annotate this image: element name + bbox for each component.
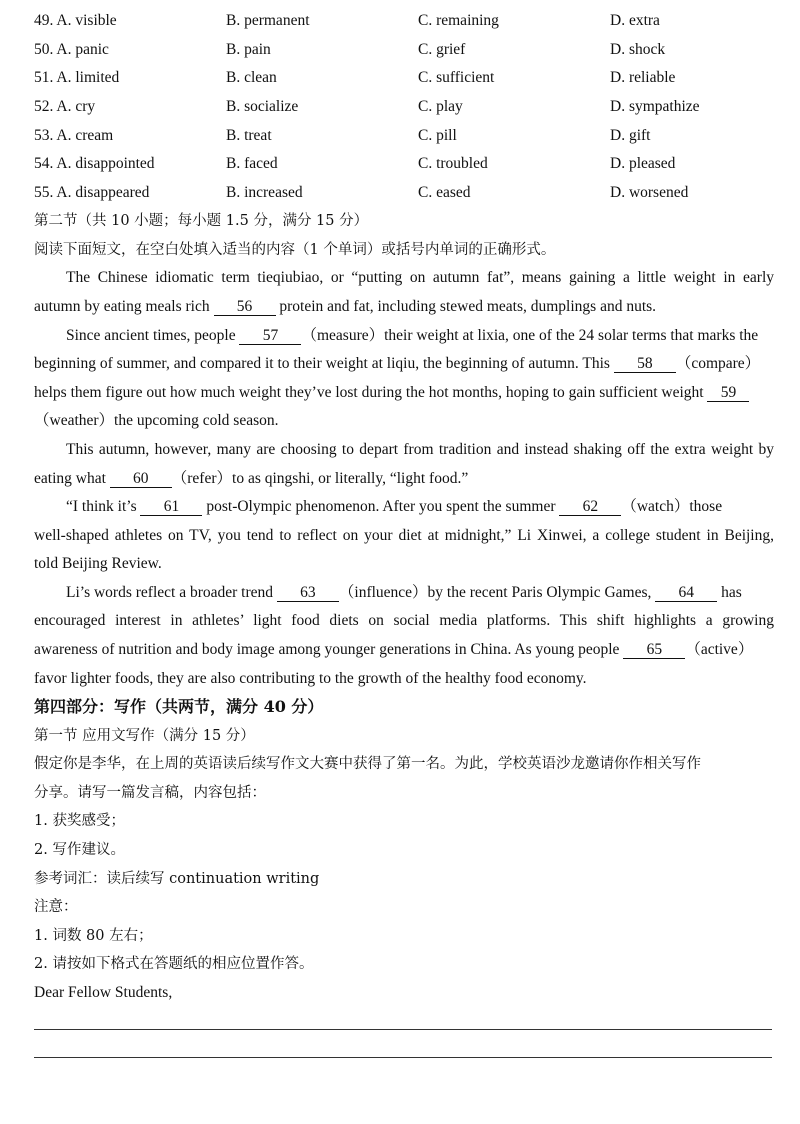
passage-line: The Chinese idiomatic term tieqiubiao, or “putting on autumn fat”, means gaining a little weight in early (66, 269, 774, 286)
option-a: A. disappointed (56, 155, 155, 172)
passage-text: Since ancient times, people (66, 327, 236, 344)
answer-line[interactable] (34, 1029, 772, 1030)
option-c: C. grief (418, 41, 466, 58)
passage-text: Li’s words reflect a broader trend (66, 584, 274, 601)
part4-title: 第四部分：写作（共两节，满分 40 分） (34, 697, 324, 716)
blank-56[interactable]: 56 (214, 299, 276, 316)
content-item-1: 1. 获奖感受； (34, 813, 125, 829)
option-b: B. treat (226, 127, 272, 144)
question-number: 52. (34, 98, 54, 115)
mcq-row-51 (0, 68, 800, 88)
writing-prompt: 假定你是李华，在上周的英语读后续写作文大赛中获得了第一名。为此，学校英语沙龙邀请你作相关写作 (34, 756, 701, 772)
question-number: 49. (34, 12, 54, 29)
question-number: 51. (34, 69, 54, 86)
blank-60[interactable]: 60 (110, 471, 172, 488)
passage-text: eating what (34, 470, 106, 487)
passage-text: （compare） (675, 355, 761, 372)
option-a: A. panic (56, 41, 109, 58)
writing-prompt: 分享。请写一篇发言稿，内容包括： (34, 785, 266, 801)
note-item-1: 1. 词数 80 左右； (34, 928, 153, 944)
option-b: B. increased (226, 184, 303, 201)
blank-65[interactable]: 65 (623, 642, 685, 659)
blank-62[interactable]: 62 (559, 499, 621, 516)
option-a: A. visible (56, 12, 117, 29)
mcq-row-49 (0, 11, 800, 31)
passage-text: （watch）those (621, 498, 723, 515)
mcq-row-53 (0, 126, 800, 146)
option-b: B. socialize (226, 98, 299, 115)
option-d: D. pleased (610, 155, 676, 172)
passage-text: （influence）by the recent Paris Olympic Games, (338, 584, 652, 601)
question-number: 55. (34, 184, 54, 201)
blank-58[interactable]: 58 (614, 356, 676, 373)
blank-57[interactable]: 57 (239, 328, 301, 345)
note-heading: 注意： (34, 899, 78, 915)
passage-text: （measure）their weight at lixia, one of the 24 solar terms that marks the (301, 327, 759, 344)
passage-line (34, 640, 774, 660)
blank-61[interactable]: 61 (140, 499, 202, 516)
option-c: C. troubled (418, 155, 488, 172)
option-d: D. reliable (610, 69, 676, 86)
option-b: B. pain (226, 41, 271, 58)
passage-line: told Beijing Review. (34, 555, 162, 572)
option-b: B. clean (226, 69, 277, 86)
blank-59[interactable]: 59 (707, 385, 749, 402)
option-a: A. cry (56, 98, 96, 115)
passage-text: （active） (685, 641, 754, 658)
passage-line (34, 354, 774, 374)
passage-text: （refer）to as qingshi, or literally, “light food.” (171, 470, 469, 487)
section2-title: 第二节（共 10 小题；每小题 1.5 分，满分 15 分） (34, 213, 369, 229)
option-c: C. remaining (418, 12, 499, 29)
salutation: Dear Fellow Students, (34, 984, 173, 1001)
blank-64[interactable]: 64 (655, 585, 717, 602)
option-a: A. limited (56, 69, 120, 86)
passage-line (34, 383, 774, 403)
option-d: D. shock (610, 41, 666, 58)
option-d: D. worsened (610, 184, 689, 201)
passage-line: This autumn, however, many are choosing to depart from tradition and instead shaking off the extra weight by (66, 441, 774, 458)
mcq-row-50 (0, 40, 800, 60)
option-a: A. cream (56, 127, 114, 144)
passage-text: helps them figure out how much weight they’ve lost during the hot months, hoping to gain sufficient weight (34, 384, 704, 401)
passage-line: favor lighter foods, they are also contributing to the growth of the healthy food economy. (34, 670, 587, 687)
option-d: D. sympathize (610, 98, 700, 115)
passage-line (66, 326, 774, 346)
note-item-2: 2. 请按如下格式在答题纸的相应位置作答。 (34, 956, 314, 972)
passage-text: protein and fat, including stewed meats, dumplings and nuts. (279, 298, 657, 315)
option-b: B. faced (226, 155, 278, 172)
mcq-row-54 (0, 154, 800, 174)
passage-line: encouraged interest in athletes’ light food diets on social media platforms. This shift highlights a growing (34, 612, 774, 629)
passage-text: beginning of summer, and compared it to their weight at liqiu, the beginning of autumn. This (34, 355, 610, 372)
blank-63[interactable]: 63 (277, 585, 339, 602)
passage-text: post-Olympic phenomenon. After you spent the summer (206, 498, 556, 515)
passage-line (34, 469, 774, 489)
passage-line (66, 583, 774, 603)
option-c: C. pill (418, 127, 457, 144)
passage-text: autumn by eating meals rich (34, 298, 210, 315)
mcq-row-52 (0, 97, 800, 117)
passage-line: （weather）the upcoming cold season. (34, 412, 279, 429)
option-a: A. disappeared (56, 184, 150, 201)
mcq-row-55 (0, 183, 800, 203)
option-c: C. sufficient (418, 69, 495, 86)
question-number: 53. (34, 127, 54, 144)
passage-line (34, 297, 774, 317)
content-item-2: 2. 写作建议。 (34, 842, 125, 858)
answer-line[interactable] (34, 1057, 772, 1058)
passage-text: awareness of nutrition and body image among younger generations in China. As young people (34, 641, 620, 658)
question-number: 54. (34, 155, 54, 172)
question-number: 50. (34, 41, 54, 58)
passage-line: well-shaped athletes on TV, you tend to reflect on your diet at midnight,” Li Xinwei, a college student in Beijing, (34, 527, 774, 544)
option-d: D. extra (610, 12, 660, 29)
passage-text: “I think it’s (66, 498, 137, 515)
part4-section1: 第一节 应用文写作（满分 15 分） (34, 728, 255, 744)
reference-vocab: 参考词汇：读后续写 continuation writing (34, 871, 320, 887)
passage-line (66, 497, 774, 517)
option-b: B. permanent (226, 12, 310, 29)
passage-text: has (721, 584, 742, 601)
section2-instruction: 阅读下面短文，在空白处填入适当的内容（1 个单词）或括号内单词的正确形式。 (34, 242, 556, 258)
option-c: C. eased (418, 184, 471, 201)
option-c: C. play (418, 98, 463, 115)
option-d: D. gift (610, 127, 651, 144)
